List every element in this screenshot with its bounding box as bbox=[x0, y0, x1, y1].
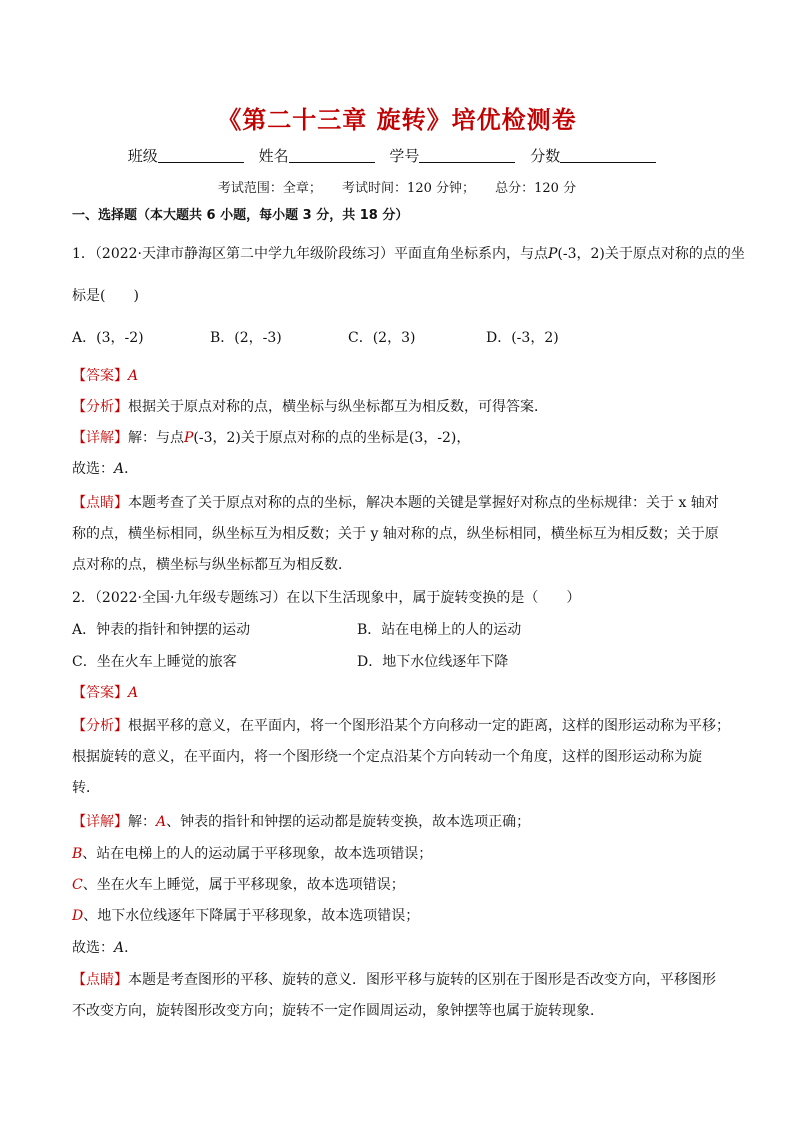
q1-analysis: 【分析】根据关于原点对称的点，横坐标与纵坐标都互为相反数，可得答案． bbox=[72, 399, 548, 415]
q2-stem: 2．（2022·全国·九年级专题练习）在以下生活现象中，属于旋转变换的是（ ） bbox=[72, 590, 581, 606]
q1-option-c[interactable]: C．(2，3) bbox=[348, 330, 416, 346]
q2-detail-line3: C、坐在火车上睡觉，属于平移现象，故本选项错误； bbox=[72, 877, 405, 893]
q2-detail-line1: 【详解】解：A、钟表的指针和钟摆的运动都是旋转变换，故本选项正确； bbox=[72, 814, 531, 830]
q2-comment-line1: 【点睛】本题是考查图形的平移、旋转的意义．图形平移与旋转的区别在于图形是否改变方向，平移图形 bbox=[72, 972, 716, 988]
q1-answer: 【答案】A bbox=[72, 368, 139, 384]
q1-option-a[interactable]: A．(3，-2) bbox=[72, 330, 144, 346]
name-blank[interactable] bbox=[289, 148, 375, 163]
q1-detail: 【详解】解：与点P(-3，2)关于原点对称的点的坐标是(3，-2)， bbox=[72, 430, 471, 446]
q2-option-d[interactable]: D．地下水位线逐年下降 bbox=[357, 654, 509, 670]
exam-time: 考试时间：120 分钟； bbox=[342, 181, 475, 196]
q2-detail-line2: B、站在电梯上的人的运动属于平移现象，故本选项错误； bbox=[72, 846, 433, 862]
q1-stem-line1: 1．（2022·天津市静海区第二中学九年级阶段练习）平面直角坐标系内，与点P(-3，2)关于原点对称的点的坐 bbox=[72, 246, 745, 262]
q1-stem-line2: 标是( ) bbox=[72, 288, 139, 304]
q1-options bbox=[72, 328, 732, 348]
q2-analysis-line3: 转． bbox=[72, 780, 100, 796]
q1-choose: 故选：A． bbox=[72, 461, 139, 477]
q2-detail-line4: D、地下水位线逐年下降属于平移现象，故本选项错误； bbox=[72, 908, 420, 924]
q2-options-row1 bbox=[72, 620, 732, 640]
student-info-line bbox=[0, 145, 794, 166]
exam-scope-line bbox=[0, 177, 794, 196]
score-label: 分数 bbox=[530, 147, 561, 165]
q1-comment-line3: 点对称的点，横坐标与纵坐标都互为相反数． bbox=[72, 557, 352, 573]
exam-total: 总分：120 分 bbox=[495, 181, 577, 196]
q1-option-d[interactable]: D．(-3，2) bbox=[486, 330, 559, 346]
id-blank[interactable] bbox=[419, 148, 515, 163]
page-title: 《第二十三章 旋转》培优检测卷 bbox=[217, 106, 577, 134]
q1-option-b[interactable]: B．(2，-3) bbox=[210, 330, 282, 346]
q2-analysis-line2: 根据旋转的意义，在平面内，将一个图形绕一个定点沿某个方向转动一个角度，这样的图形运动称为旋 bbox=[72, 749, 702, 765]
id-label: 学号 bbox=[389, 147, 420, 165]
class-label: 班级 bbox=[127, 147, 158, 165]
q2-analysis-line1: 【分析】根据平移的意义，在平面内，将一个图形沿某个方向移动一定的距离，这样的图形运动称为平移； bbox=[72, 718, 730, 734]
exam-range: 考试范围：全章； bbox=[217, 181, 322, 196]
q2-option-c[interactable]: C．坐在火车上睡觉的旅客 bbox=[72, 654, 237, 670]
q2-option-b[interactable]: B．站在电梯上的人的运动 bbox=[357, 622, 522, 638]
q2-comment-line2: 不改变方向，旋转图形改变方向；旋转不一定作圆周运动，象钟摆等也属于旋转现象． bbox=[72, 1003, 604, 1019]
class-blank[interactable] bbox=[158, 148, 244, 163]
q2-choose: 故选：A． bbox=[72, 940, 139, 956]
q2-options-row2 bbox=[72, 652, 732, 672]
q1-comment-line2: 称的点，横坐标相同，纵坐标互为相反数；关于 y 轴对称的点，纵坐标相同，横坐标互为相反数；关于原 bbox=[72, 526, 719, 542]
q2-option-a[interactable]: A．钟表的指针和钟摆的运动 bbox=[72, 622, 251, 638]
name-label: 姓名 bbox=[258, 147, 289, 165]
section-heading: 一、选择题（本大题共 6 小题，每小题 3 分，共 18 分） bbox=[72, 208, 409, 223]
q1-comment-line1: 【点睛】本题考查了关于原点对称的点的坐标，解决本题的关键是掌握好对称点的坐标规律：关于 x 轴对 bbox=[72, 495, 719, 511]
q2-answer: 【答案】A bbox=[72, 685, 139, 701]
score-blank[interactable] bbox=[560, 148, 656, 163]
